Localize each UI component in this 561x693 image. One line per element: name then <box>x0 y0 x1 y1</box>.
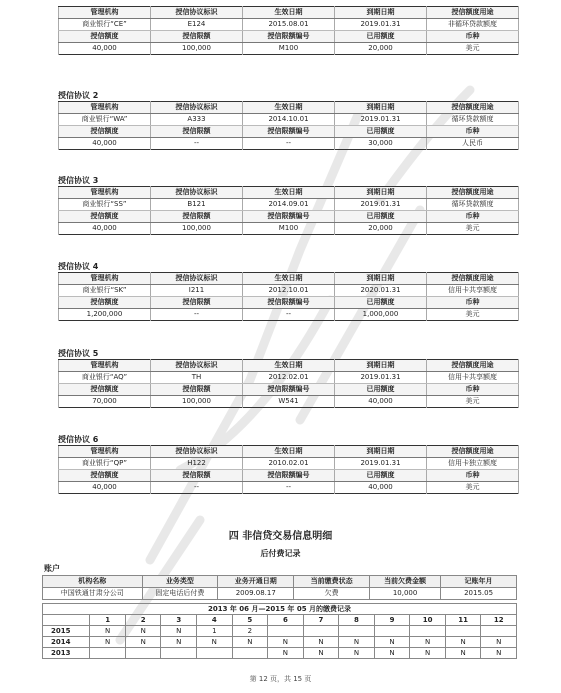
month-header-cell: 1 <box>90 615 126 626</box>
value-cell: -- <box>243 309 335 321</box>
header-cell: 记账年月 <box>441 576 517 588</box>
value-cell: 美元 <box>427 396 519 408</box>
table-header-row <box>59 360 519 372</box>
month-header-cell: 9 <box>374 615 410 626</box>
value-cell: 40,000 <box>335 482 427 494</box>
value-cell: -- <box>243 482 335 494</box>
table-header-row <box>43 576 517 588</box>
value-cell: -- <box>243 138 335 150</box>
value-cell: 2019.01.31 <box>335 372 427 384</box>
status-cell: N <box>481 648 517 659</box>
value-cell: W541 <box>243 396 335 408</box>
header-cell: 授信额度用途 <box>427 7 519 19</box>
value-cell: 20,000 <box>335 43 427 55</box>
header-cell: 已用额度 <box>335 31 427 43</box>
header-cell: 币种 <box>427 384 519 396</box>
table-row <box>43 588 517 600</box>
header-cell: 业务开通日期 <box>218 576 294 588</box>
header-cell: 币种 <box>427 31 519 43</box>
value-cell: 非循环贷款额度 <box>427 19 519 31</box>
table-header-row <box>59 297 519 309</box>
agreement-table <box>58 101 519 150</box>
status-cell <box>90 648 126 659</box>
value-cell: 2019.01.31 <box>335 199 427 211</box>
table-header-row <box>59 102 519 114</box>
value-cell: 100,000 <box>151 396 243 408</box>
status-cell: 欠费 <box>294 588 370 600</box>
value-cell: 美元 <box>427 482 519 494</box>
status-cell <box>339 626 375 637</box>
status-cell: N <box>90 637 126 648</box>
month-header-cell: 12 <box>481 615 517 626</box>
header-cell: 业务类型 <box>142 576 218 588</box>
status-cell: N <box>161 626 197 637</box>
agreement-title: 授信协议 6 <box>58 435 99 444</box>
agreement-title: 授信协议 4 <box>58 262 99 271</box>
month-header-cell: 6 <box>268 615 304 626</box>
value-cell: 商业银行“WA” <box>59 114 151 126</box>
value-cell: -- <box>151 482 243 494</box>
header-cell: 授信限额编号 <box>243 31 335 43</box>
credit-agreement-1 <box>58 6 519 55</box>
header-cell: 授信协议标识 <box>151 7 243 19</box>
table-header-row <box>59 187 519 199</box>
header-cell: 生效日期 <box>243 273 335 285</box>
table-row <box>59 223 519 235</box>
header-cell: 到期日期 <box>335 102 427 114</box>
value-cell: B121 <box>151 199 243 211</box>
credit-agreement-5 <box>58 348 519 408</box>
status-cell <box>374 626 410 637</box>
header-cell: 授信额度 <box>59 31 151 43</box>
header-cell: 授信额度用途 <box>427 273 519 285</box>
value-cell: 信用卡共享额度 <box>427 285 519 297</box>
header-cell: 到期日期 <box>335 187 427 199</box>
status-cell: N <box>90 626 126 637</box>
table-row <box>43 648 517 659</box>
table-row <box>59 114 519 126</box>
header-cell: 授信协议标识 <box>151 102 243 114</box>
header-cell: 授信限额编号 <box>243 384 335 396</box>
header-cell: 币种 <box>427 211 519 223</box>
header-cell: 授信额度 <box>59 470 151 482</box>
header-cell: 授信限额 <box>151 211 243 223</box>
value-cell: 商业银行“CE” <box>59 19 151 31</box>
header-cell: 授信协议标识 <box>151 187 243 199</box>
corner-cell <box>43 615 90 626</box>
value-cell: 2014.10.01 <box>243 114 335 126</box>
table-header-row <box>59 211 519 223</box>
header-cell: 管理机构 <box>59 446 151 458</box>
header-cell: 授信限额 <box>151 31 243 43</box>
credit-agreement-2 <box>58 90 519 150</box>
value-cell: 2010.02.01 <box>243 458 335 470</box>
header-cell: 授信额度 <box>59 211 151 223</box>
status-cell: N <box>197 637 233 648</box>
month-header-row <box>43 615 517 626</box>
value-cell: -- <box>151 138 243 150</box>
month-header-cell: 8 <box>339 615 375 626</box>
header-cell: 到期日期 <box>335 360 427 372</box>
table-row <box>59 199 519 211</box>
status-cell <box>268 626 304 637</box>
month-header-cell: 4 <box>197 615 233 626</box>
status-cell <box>232 648 268 659</box>
business-type-cell: 固定电话后付费 <box>142 588 218 600</box>
header-cell: 生效日期 <box>243 7 335 19</box>
header-cell: 授信限额 <box>151 470 243 482</box>
section-title: 四 非信贷交易信息明细 <box>228 531 333 542</box>
table-row <box>59 285 519 297</box>
agreement-title: 授信协议 2 <box>58 91 99 100</box>
header-cell: 授信限额 <box>151 384 243 396</box>
header-cell: 到期日期 <box>335 7 427 19</box>
table-row <box>59 458 519 470</box>
value-cell: 商业银行“SS” <box>59 199 151 211</box>
credit-agreement-4 <box>58 261 519 321</box>
agreement-title: 授信协议 5 <box>58 349 99 358</box>
status-cell: N <box>374 648 410 659</box>
status-cell: N <box>445 648 481 659</box>
year-cell: 2014 <box>43 637 90 648</box>
table-row <box>59 396 519 408</box>
value-cell: 人民币 <box>427 138 519 150</box>
table-row <box>43 626 517 637</box>
month-header-cell: 5 <box>232 615 268 626</box>
header-cell: 授信限额编号 <box>243 470 335 482</box>
value-cell: 30,000 <box>335 138 427 150</box>
open-date-cell: 2009.08.17 <box>218 588 294 600</box>
header-cell: 管理机构 <box>59 7 151 19</box>
value-cell: 1,000,000 <box>335 309 427 321</box>
value-cell: A333 <box>151 114 243 126</box>
table-header-row <box>59 31 519 43</box>
value-cell: 20,000 <box>335 223 427 235</box>
value-cell: 70,000 <box>59 396 151 408</box>
value-cell: 100,000 <box>151 223 243 235</box>
status-cell: N <box>374 637 410 648</box>
status-cell: N <box>339 637 375 648</box>
status-cell <box>197 648 233 659</box>
value-cell: 40,000 <box>335 396 427 408</box>
status-cell: 2 <box>232 626 268 637</box>
year-cell: 2015 <box>43 626 90 637</box>
value-cell: 100,000 <box>151 43 243 55</box>
value-cell: E124 <box>151 19 243 31</box>
month-header-cell: 10 <box>410 615 446 626</box>
value-cell: -- <box>151 309 243 321</box>
header-cell: 授信额度 <box>59 297 151 309</box>
value-cell: 商业银行“QP” <box>59 458 151 470</box>
header-cell: 管理机构 <box>59 102 151 114</box>
header-cell: 生效日期 <box>243 446 335 458</box>
status-cell <box>410 626 446 637</box>
agreement-table <box>58 272 519 321</box>
header-cell: 当前欠费金额 <box>370 576 441 588</box>
status-cell: N <box>125 637 161 648</box>
value-cell: 2020.01.31 <box>335 285 427 297</box>
table-header-row <box>59 446 519 458</box>
postpaid-account-table <box>42 575 517 600</box>
status-cell <box>481 626 517 637</box>
agreement-table <box>58 445 519 494</box>
status-cell: N <box>445 637 481 648</box>
status-cell: N <box>339 648 375 659</box>
table-header-row <box>59 273 519 285</box>
value-cell: 2019.01.31 <box>335 114 427 126</box>
value-cell: 信用卡共享额度 <box>427 372 519 384</box>
agreement-table <box>58 6 519 55</box>
status-cell: N <box>268 648 304 659</box>
page-footer: 第 12 页，共 15 页 <box>249 675 312 683</box>
status-cell <box>161 648 197 659</box>
header-cell: 授信额度用途 <box>427 187 519 199</box>
header-cell: 授信限额编号 <box>243 297 335 309</box>
header-cell: 管理机构 <box>59 360 151 372</box>
account-label: 账户 <box>44 564 60 573</box>
header-cell: 授信限额编号 <box>243 126 335 138</box>
record-caption: 2013 年 06 月—2015 年 05 月的缴费记录 <box>43 604 517 615</box>
payment-record-table <box>42 603 517 659</box>
table-row <box>59 19 519 31</box>
value-cell: 2019.01.31 <box>335 458 427 470</box>
credit-agreement-3 <box>58 175 519 235</box>
header-cell: 授信额度 <box>59 384 151 396</box>
table-header-row <box>59 384 519 396</box>
value-cell: 2014.09.01 <box>243 199 335 211</box>
value-cell: M100 <box>243 223 335 235</box>
status-cell: N <box>303 648 339 659</box>
header-cell: 管理机构 <box>59 187 151 199</box>
org-name-cell: 中国铁通甘肃分公司 <box>43 588 143 600</box>
table-header-row <box>59 7 519 19</box>
header-cell: 已用额度 <box>335 470 427 482</box>
value-cell: I211 <box>151 285 243 297</box>
table-header-row <box>59 126 519 138</box>
status-cell: N <box>303 637 339 648</box>
year-cell: 2013 <box>43 648 90 659</box>
table-row <box>59 482 519 494</box>
header-cell: 当前缴费状态 <box>294 576 370 588</box>
value-cell: 40,000 <box>59 482 151 494</box>
status-cell: 1 <box>197 626 233 637</box>
agreement-table <box>58 359 519 408</box>
header-cell: 授信额度用途 <box>427 360 519 372</box>
table-row <box>59 138 519 150</box>
table-row <box>43 637 517 648</box>
header-cell: 生效日期 <box>243 102 335 114</box>
agreement-table <box>58 186 519 235</box>
value-cell: 美元 <box>427 309 519 321</box>
header-cell: 币种 <box>427 126 519 138</box>
value-cell: 商业银行“AQ” <box>59 372 151 384</box>
table-header-row <box>59 470 519 482</box>
header-cell: 生效日期 <box>243 187 335 199</box>
header-cell: 授信额度用途 <box>427 102 519 114</box>
value-cell: 2012.02.01 <box>243 372 335 384</box>
header-cell: 授信限额 <box>151 126 243 138</box>
header-cell: 授信协议标识 <box>151 273 243 285</box>
status-cell: N <box>410 648 446 659</box>
value-cell: 40,000 <box>59 43 151 55</box>
status-cell <box>125 648 161 659</box>
status-cell: N <box>232 637 268 648</box>
header-cell: 币种 <box>427 470 519 482</box>
status-cell: N <box>268 637 304 648</box>
header-cell: 授信额度 <box>59 126 151 138</box>
subsection-title: 后付费记录 <box>260 549 301 558</box>
agreement-title: 授信协议 3 <box>58 176 99 185</box>
value-cell: 美元 <box>427 43 519 55</box>
value-cell: 循环贷款额度 <box>427 199 519 211</box>
value-cell: TH <box>151 372 243 384</box>
header-cell: 已用额度 <box>335 126 427 138</box>
value-cell: 商业银行“SK” <box>59 285 151 297</box>
header-cell: 授信额度用途 <box>427 446 519 458</box>
header-cell: 生效日期 <box>243 360 335 372</box>
header-cell: 授信限额 <box>151 297 243 309</box>
header-cell: 授信限额编号 <box>243 211 335 223</box>
status-cell: N <box>125 626 161 637</box>
month-header-cell: 3 <box>161 615 197 626</box>
value-cell: 40,000 <box>59 138 151 150</box>
header-cell: 到期日期 <box>335 446 427 458</box>
header-cell: 授信协议标识 <box>151 360 243 372</box>
table-row <box>59 372 519 384</box>
month-header-cell: 7 <box>303 615 339 626</box>
value-cell: 2015.08.01 <box>243 19 335 31</box>
header-cell: 已用额度 <box>335 211 427 223</box>
header-cell: 授信协议标识 <box>151 446 243 458</box>
header-cell: 机构名称 <box>43 576 143 588</box>
status-cell <box>445 626 481 637</box>
billing-month-cell: 2015.05 <box>441 588 517 600</box>
arrears-cell: 10,000 <box>370 588 441 600</box>
credit-agreement-6 <box>58 434 519 494</box>
header-cell: 已用额度 <box>335 297 427 309</box>
value-cell: M100 <box>243 43 335 55</box>
status-cell <box>303 626 339 637</box>
header-cell: 币种 <box>427 297 519 309</box>
value-cell: 2012.10.01 <box>243 285 335 297</box>
header-cell: 管理机构 <box>59 273 151 285</box>
value-cell: 2019.01.31 <box>335 19 427 31</box>
table-row <box>59 309 519 321</box>
table-row <box>59 43 519 55</box>
month-header-cell: 11 <box>445 615 481 626</box>
month-header-cell: 2 <box>125 615 161 626</box>
header-cell: 到期日期 <box>335 273 427 285</box>
status-cell: N <box>481 637 517 648</box>
value-cell: 信用卡独立额度 <box>427 458 519 470</box>
header-cell: 已用额度 <box>335 384 427 396</box>
value-cell: 40,000 <box>59 223 151 235</box>
value-cell: 1,200,000 <box>59 309 151 321</box>
value-cell: H122 <box>151 458 243 470</box>
value-cell: 循环贷款额度 <box>427 114 519 126</box>
value-cell: 美元 <box>427 223 519 235</box>
status-cell: N <box>410 637 446 648</box>
status-cell: N <box>161 637 197 648</box>
